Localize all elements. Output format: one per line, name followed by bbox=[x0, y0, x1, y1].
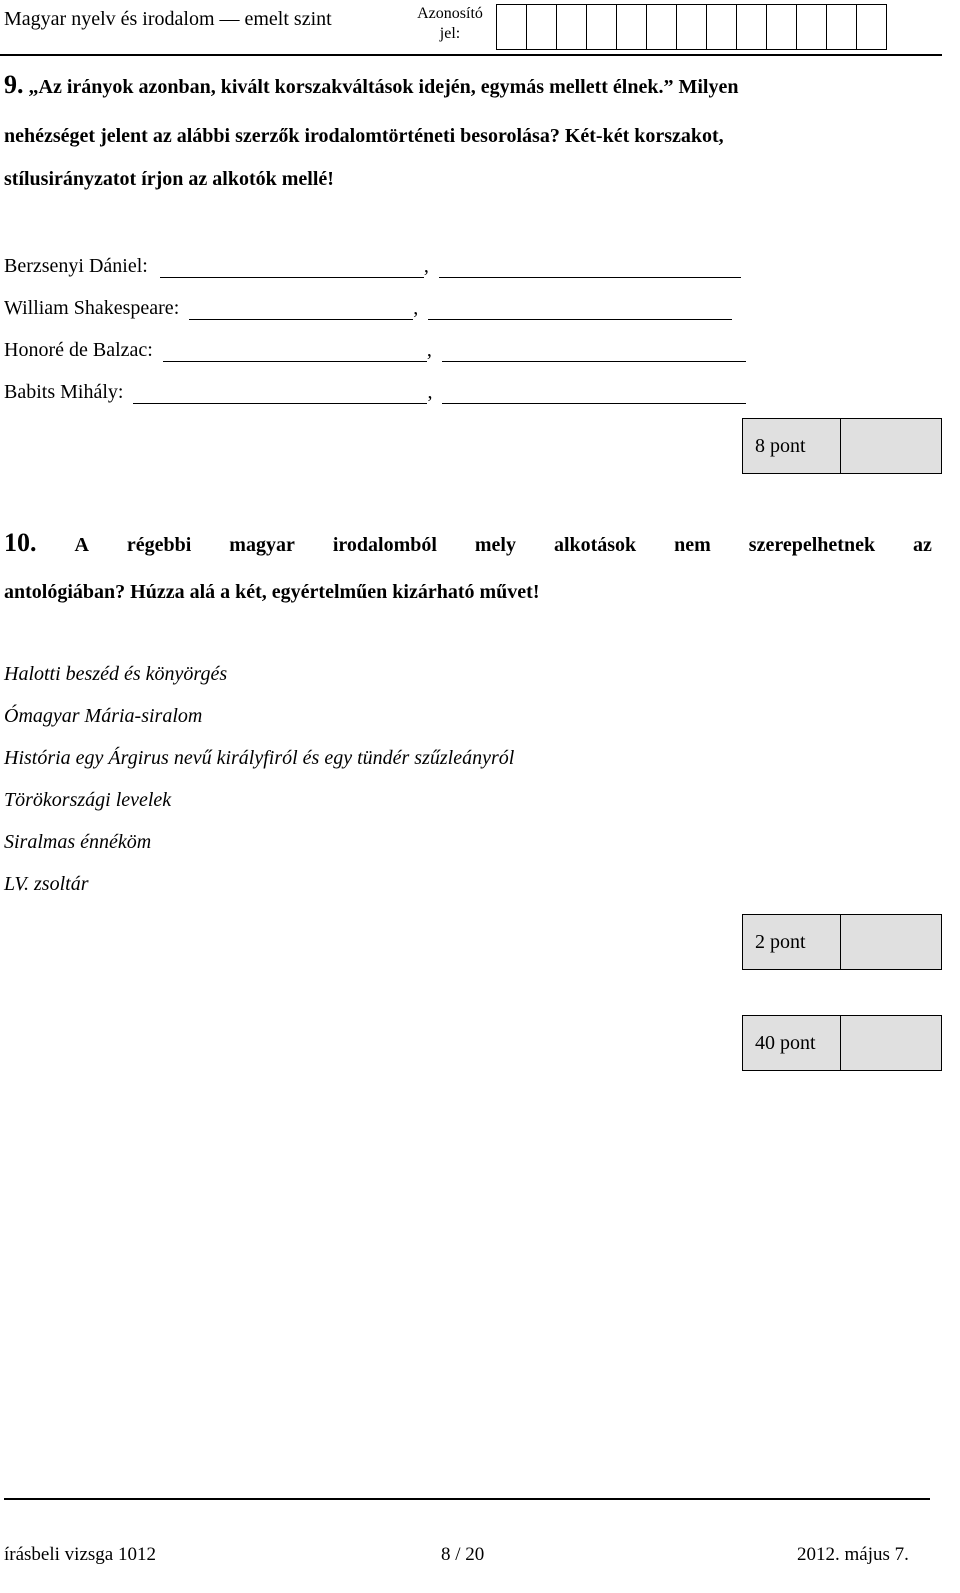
author-label: Berzsenyi Dániel: bbox=[4, 255, 148, 277]
q10-text-2: antológiában? Húzza alá a két, egyértelműen kizárható művet! bbox=[4, 581, 540, 603]
id-code-grid[interactable] bbox=[496, 4, 887, 50]
id-digit-box[interactable] bbox=[617, 5, 647, 49]
footer-page-number: 8 / 20 bbox=[441, 1544, 485, 1565]
q10-word: az bbox=[913, 534, 932, 556]
q9-score-box bbox=[742, 418, 942, 474]
separator: , bbox=[423, 255, 429, 277]
id-digit-box[interactable] bbox=[767, 5, 797, 49]
author-label: William Shakespeare: bbox=[4, 297, 180, 319]
id-digit-box[interactable] bbox=[527, 5, 557, 49]
author-label: Honoré de Balzac: bbox=[4, 339, 153, 361]
author-row-balzac bbox=[4, 339, 746, 362]
separator: , bbox=[427, 381, 433, 403]
id-digit-box[interactable] bbox=[857, 5, 887, 49]
exam-subject-title: Magyar nyelv és irodalom — emelt szint bbox=[4, 8, 332, 30]
q9-line-3 bbox=[4, 168, 334, 191]
answer-blank-1[interactable] bbox=[163, 343, 427, 362]
work-item[interactable]: LV. zsoltár bbox=[4, 873, 89, 895]
q10-line-2 bbox=[4, 581, 540, 604]
q9-line-1 bbox=[4, 70, 932, 100]
answer-blank-1[interactable] bbox=[133, 385, 427, 404]
work-item[interactable]: História egy Árgirus nevű királyfiról és egy tündér szűzleányról bbox=[4, 747, 515, 769]
id-digit-box[interactable] bbox=[587, 5, 617, 49]
answer-blank-2[interactable] bbox=[439, 259, 741, 278]
work-item[interactable]: Halotti beszéd és könyörgés bbox=[4, 663, 228, 685]
id-digit-box[interactable] bbox=[677, 5, 707, 49]
q9-number: 9. bbox=[4, 70, 24, 99]
q10-word: irodalomból bbox=[332, 534, 437, 556]
work-item[interactable]: Törökországi levelek bbox=[4, 789, 172, 811]
author-row-shakespeare bbox=[4, 297, 732, 320]
q10-number: 10. bbox=[4, 528, 37, 557]
q10-word: magyar bbox=[229, 534, 295, 556]
q10-word: szerepelhetnek bbox=[748, 534, 876, 556]
id-digit-box[interactable] bbox=[707, 5, 737, 49]
total-score-box bbox=[742, 1015, 942, 1071]
id-digit-box[interactable] bbox=[557, 5, 587, 49]
q10-word: mely bbox=[474, 534, 516, 556]
id-digit-box[interactable] bbox=[737, 5, 767, 49]
q10-word: nem bbox=[674, 534, 711, 556]
id-digit-box[interactable] bbox=[497, 5, 527, 49]
answer-blank-1[interactable] bbox=[160, 259, 424, 278]
q10-score-box bbox=[742, 914, 942, 970]
footer-divider bbox=[4, 1498, 930, 1500]
q9-line-2 bbox=[4, 125, 932, 148]
footer-date: 2012. május 7. bbox=[797, 1544, 909, 1565]
score-label: 40 pont bbox=[743, 1016, 841, 1070]
author-label: Babits Mihály: bbox=[4, 381, 124, 403]
id-digit-box[interactable] bbox=[797, 5, 827, 49]
answer-blank-2[interactable] bbox=[442, 385, 746, 404]
id-label: Azonosító jel: bbox=[417, 5, 483, 42]
score-field[interactable] bbox=[841, 915, 941, 969]
score-field[interactable] bbox=[841, 1016, 941, 1070]
q10-word: régebbi bbox=[126, 534, 192, 556]
work-item[interactable]: Ómagyar Mária-siralom bbox=[4, 705, 203, 727]
q10-line-1 bbox=[4, 528, 932, 558]
q9-text-2: nehézséget jelent az alábbi szerzők irodalomtörténeti besorolása? Két-két korszakot, bbox=[4, 125, 724, 147]
q9-text-1: „Az irányok azonban, kivált korszakváltások idején, egymás mellett élnek.” Milyen bbox=[28, 76, 739, 98]
id-digit-box[interactable] bbox=[827, 5, 857, 49]
header-divider bbox=[0, 54, 942, 56]
separator: , bbox=[426, 339, 432, 361]
author-row-berzsenyi bbox=[4, 255, 741, 278]
score-label: 2 pont bbox=[743, 915, 841, 969]
work-item[interactable]: Siralmas énnéköm bbox=[4, 831, 152, 853]
answer-blank-1[interactable] bbox=[189, 301, 413, 320]
author-row-babits bbox=[4, 381, 746, 404]
answer-blank-2[interactable] bbox=[442, 343, 746, 362]
q10-word: A bbox=[74, 534, 89, 556]
q10-word: alkotások bbox=[553, 534, 637, 556]
id-digit-box[interactable] bbox=[647, 5, 677, 49]
score-label: 8 pont bbox=[743, 419, 841, 473]
separator: , bbox=[413, 297, 419, 319]
answer-blank-2[interactable] bbox=[428, 301, 732, 320]
footer-exam-code: írásbeli vizsga 1012 bbox=[4, 1544, 156, 1565]
q9-text-3: stílusirányzatot írjon az alkotók mellé! bbox=[4, 168, 334, 190]
score-field[interactable] bbox=[841, 419, 941, 473]
